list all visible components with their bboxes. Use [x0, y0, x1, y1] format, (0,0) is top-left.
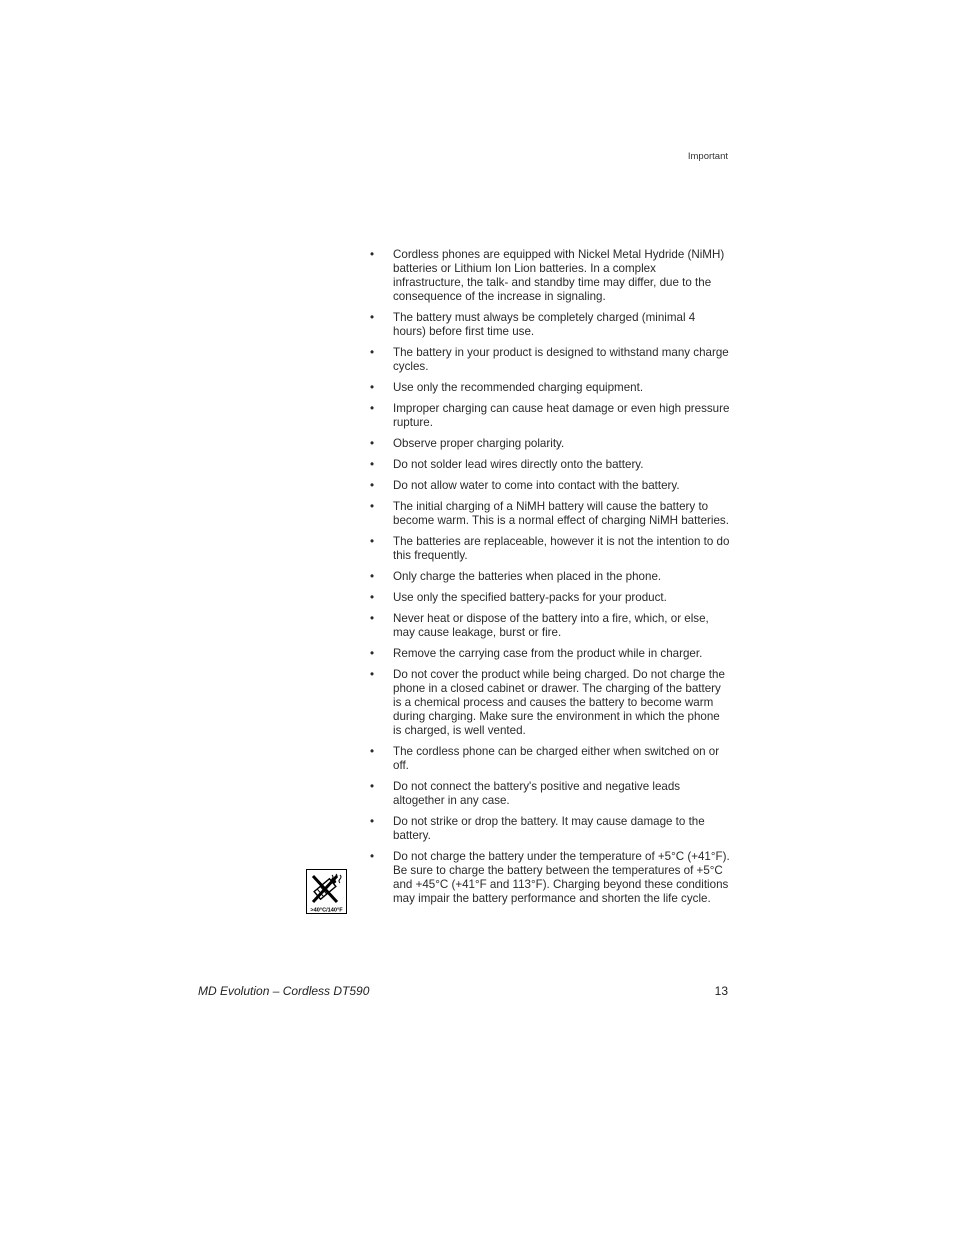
list-item-text: Remove the carrying case from the product while in charger.	[393, 647, 703, 660]
bullet-icon: •	[370, 381, 375, 394]
bullet-icon: •	[370, 668, 375, 681]
list-item-text: The batteries are replaceable, however it is not the intention to do this frequently.	[393, 535, 730, 562]
bullet-icon: •	[370, 458, 375, 471]
list-item	[370, 780, 730, 808]
list-item	[370, 668, 730, 738]
list-item	[370, 437, 730, 451]
list-item	[370, 346, 730, 374]
list-item	[370, 850, 730, 906]
bullet-icon: •	[370, 479, 375, 492]
list-item-text: Do not solder lead wires directly onto the battery.	[393, 458, 644, 471]
list-item	[370, 647, 730, 661]
list-item	[370, 570, 730, 584]
bullet-icon: •	[370, 500, 375, 513]
list-item-text: Do not allow water to come into contact with the battery.	[393, 479, 680, 492]
bullet-icon: •	[370, 815, 375, 828]
warning-icon-label: >40°C/140°F	[310, 907, 343, 914]
list-item	[370, 311, 730, 339]
bullet-icon: •	[370, 570, 375, 583]
bullet-icon: •	[370, 402, 375, 415]
list-item-text: The cordless phone can be charged either when switched on or off.	[393, 745, 720, 772]
list-item-text: Only charge the batteries when placed in the phone.	[393, 570, 662, 583]
list-item	[370, 612, 730, 640]
list-item	[370, 458, 730, 472]
list-item	[370, 815, 730, 843]
list-item-text: The initial charging of a NiMH battery will cause the battery to become warm. This is a normal effect of charging NiMH batteries.	[393, 500, 729, 527]
bullet-icon: •	[370, 535, 375, 548]
bullet-icon: •	[370, 437, 375, 450]
bullet-icon: •	[370, 612, 375, 625]
list-item-text: Observe proper charging polarity.	[393, 437, 565, 450]
list-item-text: Do not cover the product while being charged. Do not charge the phone in a closed cabinet or drawer. The charging of the battery is a chemical process and causes the battery to become warm during charging. Make sure the environment in which the phone is charged, is well vented.	[393, 668, 725, 737]
list-item	[370, 745, 730, 773]
bullet-icon: •	[370, 850, 375, 863]
list-item-text: Do not strike or drop the battery. It may cause damage to the battery.	[393, 815, 705, 842]
bullet-icon: •	[370, 346, 375, 359]
list-item	[370, 381, 730, 395]
list-item-text: Cordless phones are equipped with Nickel Metal Hydride (NiMH) batteries or Lithium Ion Lion batteries. In a complex infrastructure, the talk- and standby time may differ, due to the consequence of the increase in signaling.	[393, 248, 725, 303]
list-item-text: Use only the specified battery-packs for your product.	[393, 591, 667, 604]
list-item	[370, 248, 730, 304]
list-item	[370, 591, 730, 605]
no-heat-battery-icon	[306, 869, 347, 914]
list-item-text: Do not connect the battery's positive and negative leads altogether in any case.	[393, 780, 681, 807]
list-item	[370, 402, 730, 430]
list-item-text: Improper charging can cause heat damage or even high pressure rupture.	[393, 402, 730, 429]
bullet-icon: •	[370, 647, 375, 660]
battery-safety-list	[370, 248, 730, 913]
bullet-icon: •	[370, 311, 375, 324]
list-item	[370, 535, 730, 563]
list-item-text: Do not charge the battery under the temperature of +5°C (+41°F). Be sure to charge the battery between the temperatures of +5°C and +45°C (+41°F and 113°F). Charging beyond these conditions may impair the battery performance and shorten the life cycle.	[393, 850, 730, 905]
bullet-icon: •	[370, 745, 375, 758]
list-item	[370, 500, 730, 528]
bullet-icon: •	[370, 780, 375, 793]
footer-page-number: 13	[714, 984, 728, 998]
list-item-text: The battery must always be completely charged (minimal 4 hours) before first time use.	[393, 311, 696, 338]
list-item-text: Use only the recommended charging equipment.	[393, 381, 644, 394]
list-item	[370, 479, 730, 493]
footer-document-title: MD Evolution – Cordless DT590	[198, 984, 370, 998]
running-header: Important	[687, 151, 728, 162]
bullet-icon: •	[370, 591, 375, 604]
list-item-text: Never heat or dispose of the battery into a fire, which, or else, may cause leakage, burst or fire.	[393, 612, 709, 639]
bullet-icon: •	[370, 248, 375, 261]
list-item-text: The battery in your product is designed to withstand many charge cycles.	[393, 346, 729, 373]
